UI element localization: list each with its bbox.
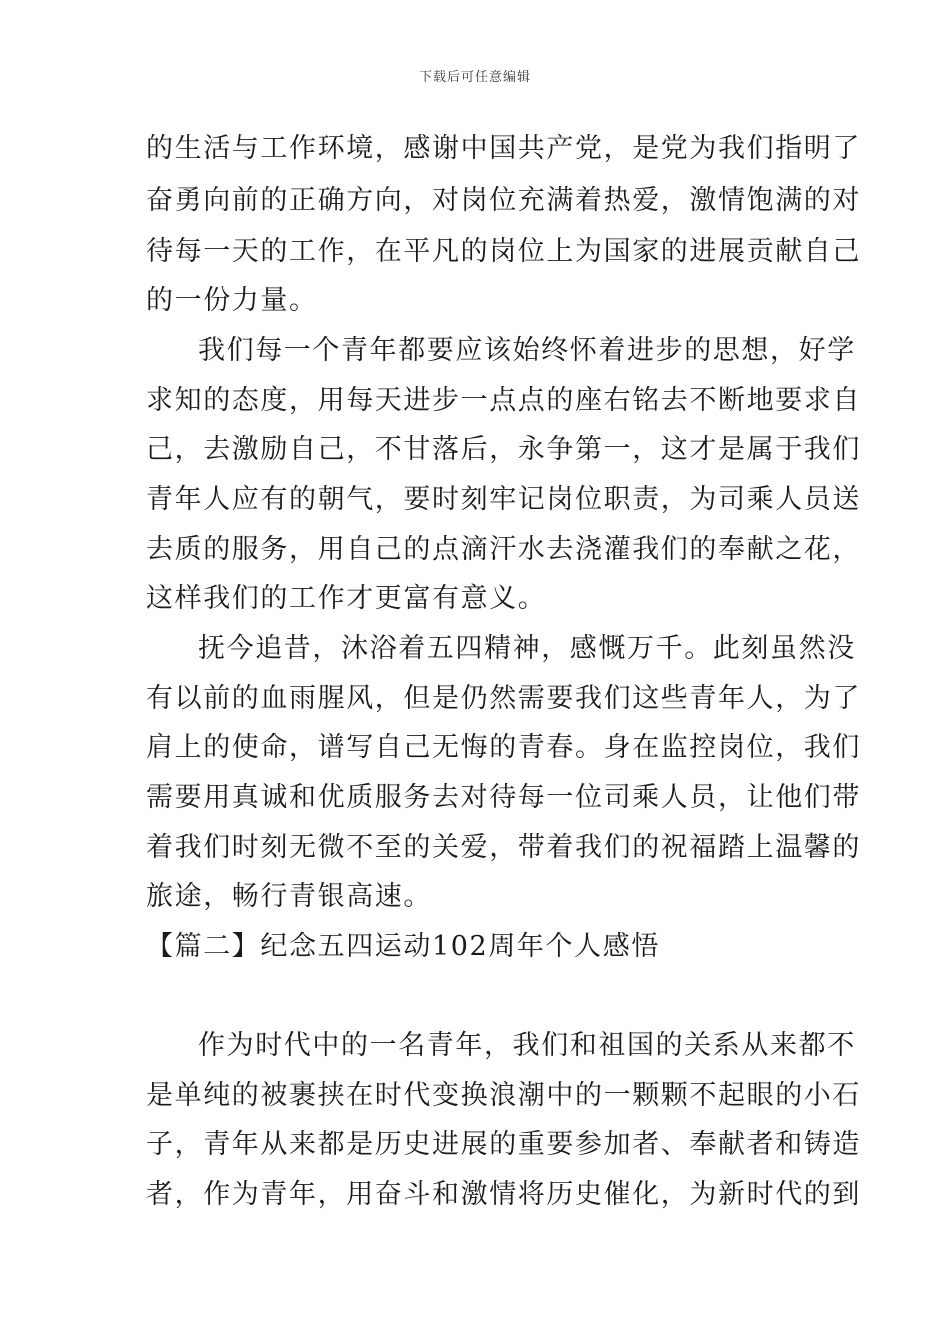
paragraph-first-line: 抚今追昔，沐浴着五四精神，感慨万千。此刻虽然没 (198, 633, 856, 664)
body-line: 的一份力量。 (146, 285, 318, 316)
body-line: 这样我们的工作才更富有意义。 (146, 583, 547, 614)
body-line: 肩上的使命，谱写自己无悔的青春。身在监控岗位，我们 (146, 732, 861, 763)
body-line: 青年人应有的朝气，要时刻牢记岗位职责，为司乘人员送 (146, 484, 861, 515)
body-line: 旅途，畅行青银高速。 (146, 881, 432, 912)
body-line: 需要用真诚和优质服务去对待每一位司乘人员，让他们带 (146, 782, 861, 813)
body-line: 求知的态度，用每天进步一点点的座右铭去不断地要求自 (146, 385, 861, 416)
body-line: 着我们时刻无微不至的关爱，带着我们的祝福踏上温馨的 (146, 832, 861, 863)
body-line: 有以前的血雨腥风，但是仍然需要我们这些青年人，为了 (146, 683, 861, 714)
body-line: 去质的服务，用自己的点滴汗水去浇灌我们的奉献之花， (146, 534, 861, 565)
body-line: 是单纯的被裹挟在时代变换浪潮中的一颗颗不起眼的小石 (146, 1080, 861, 1111)
body-line: 子，青年从来都是历史进展的重要参加者、奉献者和铸造 (146, 1129, 861, 1160)
section-heading: 【篇二】纪念五四运动102周年个人感悟 (146, 931, 660, 962)
paragraph-first-line: 作为时代中的一名青年，我们和祖国的关系从来都不 (198, 1030, 856, 1061)
body-line: 待每一天的工作，在平凡的岗位上为国家的进展贡献自己 (146, 236, 861, 267)
body-line: 己，去激励自己，不甘落后，永争第一，这才是属于我们 (146, 434, 861, 465)
paragraph-first-line: 我们每一个青年都要应该始终怀着进步的思想，好学 (198, 335, 856, 366)
body-line: 者，作为青年，用奋斗和激情将历史催化，为新时代的到 (146, 1179, 861, 1210)
body-line: 的生活与工作环境，感谢中国共产党，是党为我们指明了 (146, 133, 861, 164)
page-header: 下载后可任意编辑 (418, 70, 531, 85)
body-line: 奋勇向前的正确方向，对岗位充满着热爱，激情饱满的对 (146, 185, 861, 216)
